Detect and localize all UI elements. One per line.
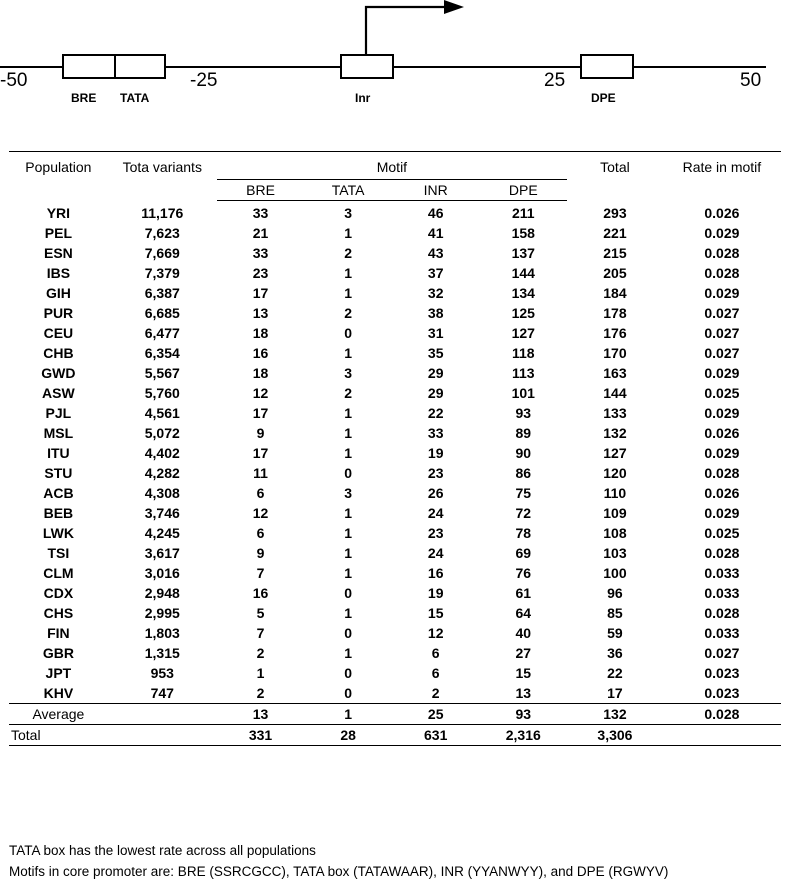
value-cell: 26 <box>427 485 444 501</box>
population-cell: TSI <box>47 545 70 561</box>
table-row <box>9 383 781 403</box>
population-cell: ESN <box>43 245 73 261</box>
population-cell: JPT <box>45 665 72 681</box>
value-cell: 89 <box>515 425 532 441</box>
population-cell: FIN <box>47 625 70 641</box>
value-cell: 4,308 <box>144 485 180 501</box>
value-cell: 41 <box>427 225 444 241</box>
value-cell: 0 <box>344 665 353 681</box>
value-cell: 0.028 <box>704 245 740 261</box>
value-cell: 5 <box>256 605 265 621</box>
value-cell: 6,354 <box>144 345 180 361</box>
header-total: Total <box>567 152 663 201</box>
value-cell: 0.033 <box>704 565 740 581</box>
value-cell: 0 <box>344 625 353 641</box>
axis-label-50: 50 <box>740 70 762 91</box>
total-cell: 2,316 <box>479 725 567 746</box>
tata-box <box>115 55 165 78</box>
value-cell: 1 <box>344 445 353 461</box>
average-cell: 25 <box>392 704 480 725</box>
inr-label: Inr <box>355 91 371 105</box>
table-summary <box>9 704 781 746</box>
population-cell: CHS <box>43 605 74 621</box>
value-cell: 125 <box>511 305 535 321</box>
value-cell: 0 <box>344 465 353 481</box>
value-cell: 16 <box>427 565 444 581</box>
value-cell: 24 <box>427 545 444 561</box>
value-cell: 85 <box>607 605 623 621</box>
value-cell: 2 <box>344 305 353 321</box>
value-cell: 43 <box>427 245 444 261</box>
value-cell: 61 <box>515 585 532 601</box>
value-cell: 133 <box>603 405 627 421</box>
value-cell: 0.027 <box>704 645 740 661</box>
total-cell <box>108 725 217 746</box>
value-cell: 178 <box>603 305 627 321</box>
value-cell: 0 <box>344 325 353 341</box>
population-cell: ACB <box>43 485 74 501</box>
value-cell: 31 <box>427 325 444 341</box>
population-cell: STU <box>44 465 73 481</box>
table-row <box>9 603 781 623</box>
value-cell: 18 <box>252 325 269 341</box>
value-cell: 0.027 <box>704 345 740 361</box>
value-cell: 0.023 <box>704 685 740 701</box>
value-cell: 0.029 <box>704 365 740 381</box>
value-cell: 3 <box>344 485 353 501</box>
value-cell: 1 <box>344 605 353 621</box>
value-cell: 0.029 <box>704 405 740 421</box>
average-row <box>9 704 781 725</box>
table-row <box>9 563 781 583</box>
header-population: Population <box>9 152 108 201</box>
table-row <box>9 263 781 283</box>
table-row <box>9 323 781 343</box>
axis-label-25: 25 <box>544 70 566 91</box>
value-cell: 11,176 <box>141 204 184 221</box>
value-cell: 4,402 <box>144 445 180 461</box>
value-cell: 5,760 <box>144 385 180 401</box>
value-cell: 0.029 <box>704 445 740 461</box>
total-row <box>9 725 781 746</box>
value-cell: 144 <box>511 265 535 281</box>
value-cell: 184 <box>603 285 627 301</box>
value-cell: 33 <box>427 425 444 441</box>
population-cell: YRI <box>46 204 71 221</box>
value-cell: 1 <box>344 565 353 581</box>
table-row <box>9 283 781 303</box>
table-row <box>9 201 781 224</box>
value-cell: 1 <box>344 405 353 421</box>
value-cell: 3 <box>344 365 353 381</box>
table-row <box>9 583 781 603</box>
value-cell: 86 <box>515 465 532 481</box>
population-cell: KHV <box>43 685 74 701</box>
note-motif-definitions: Motifs in core promoter are: BRE (SSRCGCC), TATA box (TATAWAAR), INR (YYANWYY), and DPE (RGWYV) <box>9 864 669 879</box>
value-cell: 72 <box>515 505 532 521</box>
value-cell: 0.029 <box>704 225 740 241</box>
value-cell: 7,623 <box>144 225 180 241</box>
value-cell: 211 <box>511 205 535 221</box>
value-cell: 132 <box>603 425 627 441</box>
value-cell: 4,561 <box>144 405 180 421</box>
population-cell: IBS <box>46 265 71 281</box>
average-label: Average <box>9 704 108 725</box>
value-cell: 6 <box>431 645 440 661</box>
average-cell: 1 <box>304 704 392 725</box>
value-cell: 69 <box>515 545 532 561</box>
value-cell: 127 <box>603 445 627 461</box>
header-motif-dpe: DPE <box>479 180 567 201</box>
value-cell: 109 <box>603 505 627 521</box>
value-cell: 0 <box>344 585 353 601</box>
value-cell: 176 <box>603 325 627 341</box>
population-cell: PJL <box>45 405 72 421</box>
table-row <box>9 243 781 263</box>
value-cell: 22 <box>427 405 444 421</box>
table-row <box>9 483 781 503</box>
value-cell: 1,803 <box>144 625 180 641</box>
population-cell: LWK <box>42 525 74 541</box>
value-cell: 158 <box>511 225 535 241</box>
table-row <box>9 403 781 423</box>
tata-label: TATA <box>120 91 150 105</box>
value-cell: 7,379 <box>144 265 180 281</box>
population-cell: ASW <box>42 385 75 401</box>
value-cell: 1 <box>344 545 353 561</box>
value-cell: 13 <box>252 305 269 321</box>
value-cell: 134 <box>511 285 535 301</box>
value-cell: 2 <box>256 685 265 701</box>
total-label: Total <box>9 725 108 746</box>
value-cell: 46 <box>427 205 444 221</box>
average-cell: 0.028 <box>663 704 781 725</box>
value-cell: 16 <box>252 585 269 601</box>
value-cell: 7,669 <box>144 245 180 261</box>
value-cell: 27 <box>515 645 532 661</box>
value-cell: 100 <box>603 565 627 581</box>
average-cell <box>108 704 217 725</box>
header-rate-in-motif: Rate in motif <box>663 152 781 201</box>
population-cell: MSL <box>43 425 74 441</box>
table-row <box>9 523 781 543</box>
value-cell: 170 <box>603 345 627 361</box>
value-cell: 110 <box>603 485 627 501</box>
population-cell: PEL <box>44 225 72 241</box>
value-cell: 118 <box>511 345 535 361</box>
value-cell: 7 <box>256 625 265 641</box>
header-motif-bre: BRE <box>217 180 305 201</box>
value-cell: 35 <box>427 345 444 361</box>
value-cell: 36 <box>607 645 623 661</box>
value-cell: 0.029 <box>704 285 740 301</box>
axis-label-minus50: -50 <box>0 70 28 91</box>
table-row <box>9 683 781 704</box>
table-row <box>9 543 781 563</box>
value-cell: 0.028 <box>704 465 740 481</box>
value-cell: 78 <box>515 525 532 541</box>
value-cell: 1 <box>256 665 265 681</box>
value-cell: 1 <box>344 645 353 661</box>
note-tata-lowest: TATA box has the lowest rate across all populations <box>9 843 316 858</box>
value-cell: 5,567 <box>144 365 180 381</box>
value-cell: 22 <box>607 665 623 681</box>
value-cell: 0.033 <box>704 625 740 641</box>
dpe-label: DPE <box>591 91 616 105</box>
tss-arrow-head <box>444 0 464 14</box>
value-cell: 2,948 <box>144 585 180 601</box>
value-cell: 23 <box>252 265 269 281</box>
total-cell: 631 <box>392 725 480 746</box>
average-cell: 93 <box>479 704 567 725</box>
value-cell: 0 <box>344 685 353 701</box>
value-cell: 17 <box>252 405 269 421</box>
bre-label: BRE <box>71 91 97 105</box>
value-cell: 0.028 <box>704 545 740 561</box>
value-cell: 163 <box>603 365 627 381</box>
axis-label-minus25: -25 <box>190 70 218 91</box>
table-row <box>9 443 781 463</box>
value-cell: 37 <box>427 265 444 281</box>
value-cell: 23 <box>427 525 444 541</box>
value-cell: 0.028 <box>704 605 740 621</box>
value-cell: 3,016 <box>144 565 180 581</box>
table-row <box>9 303 781 323</box>
table-row <box>9 663 781 683</box>
value-cell: 0.033 <box>704 585 740 601</box>
value-cell: 6,685 <box>144 305 180 321</box>
value-cell: 2,995 <box>144 605 180 621</box>
value-cell: 12 <box>427 625 444 641</box>
value-cell: 15 <box>515 665 532 681</box>
value-cell: 4,245 <box>144 525 180 541</box>
value-cell: 2 <box>256 645 265 661</box>
value-cell: 1,315 <box>144 645 180 661</box>
header-motif: Motif <box>217 152 567 180</box>
population-cell: CDX <box>43 585 74 601</box>
value-cell: 9 <box>256 545 265 561</box>
total-cell: 28 <box>304 725 392 746</box>
value-cell: 0.026 <box>704 425 740 441</box>
value-cell: 2 <box>344 385 353 401</box>
header-tota-variants: Tota variants <box>108 152 217 201</box>
value-cell: 24 <box>427 505 444 521</box>
value-cell: 19 <box>427 445 444 461</box>
value-cell: 17 <box>607 685 623 701</box>
value-cell: 0.027 <box>704 305 740 321</box>
value-cell: 0.027 <box>704 325 740 341</box>
total-cell: 3,306 <box>567 725 663 746</box>
value-cell: 205 <box>603 265 627 281</box>
value-cell: 1 <box>344 525 353 541</box>
value-cell: 29 <box>427 385 444 401</box>
table-row <box>9 423 781 443</box>
value-cell: 6 <box>256 525 265 541</box>
table-row <box>9 463 781 483</box>
value-cell: 0.026 <box>704 204 740 221</box>
average-cell: 132 <box>567 704 663 725</box>
value-cell: 29 <box>427 365 444 381</box>
value-cell: 1 <box>344 285 353 301</box>
value-cell: 6 <box>431 665 440 681</box>
population-cell: CLM <box>43 565 74 581</box>
value-cell: 1 <box>344 225 353 241</box>
value-cell: 23 <box>427 465 444 481</box>
value-cell: 0.029 <box>704 505 740 521</box>
value-cell: 3,746 <box>144 505 180 521</box>
value-cell: 17 <box>252 285 269 301</box>
value-cell: 12 <box>252 385 269 401</box>
population-cell: BEB <box>43 505 74 521</box>
value-cell: 19 <box>427 585 444 601</box>
tss-arrow-line <box>366 7 448 55</box>
table-row <box>9 623 781 643</box>
value-cell: 103 <box>603 545 627 561</box>
header-motif-inr: INR <box>392 180 480 201</box>
table-row <box>9 643 781 663</box>
value-cell: 33 <box>252 245 269 261</box>
header-motif-tata: TATA <box>304 180 392 201</box>
value-cell: 9 <box>256 425 265 441</box>
value-cell: 18 <box>252 365 269 381</box>
population-cell: ITU <box>47 445 70 461</box>
value-cell: 0.023 <box>704 665 740 681</box>
population-cell: GBR <box>42 645 74 661</box>
value-cell: 32 <box>427 285 444 301</box>
value-cell: 64 <box>515 605 532 621</box>
value-cell: 12 <box>252 505 269 521</box>
value-cell: 96 <box>607 585 623 601</box>
value-cell: 6 <box>256 485 265 501</box>
value-cell: 75 <box>515 485 532 501</box>
value-cell: 7 <box>256 565 265 581</box>
value-cell: 0.025 <box>704 525 740 541</box>
dpe-box <box>581 55 633 78</box>
inr-box <box>341 55 393 78</box>
value-cell: 6,387 <box>144 285 180 301</box>
value-cell: 1 <box>344 505 353 521</box>
value-cell: 101 <box>511 385 535 401</box>
value-cell: 221 <box>603 225 627 241</box>
value-cell: 93 <box>515 405 532 421</box>
table-row <box>9 343 781 363</box>
bre-box <box>63 55 115 78</box>
value-cell: 5,072 <box>144 425 180 441</box>
value-cell: 1 <box>344 345 353 361</box>
value-cell: 1 <box>344 425 353 441</box>
table-row <box>9 223 781 243</box>
value-cell: 747 <box>150 685 174 701</box>
value-cell: 59 <box>607 625 623 641</box>
value-cell: 13 <box>515 685 532 701</box>
value-cell: 3,617 <box>144 545 180 561</box>
promoter-diagram <box>0 0 786 140</box>
value-cell: 0.028 <box>704 265 740 281</box>
value-cell: 11 <box>253 465 268 481</box>
value-cell: 15 <box>427 605 444 621</box>
value-cell: 21 <box>252 225 269 241</box>
table-notes <box>9 840 668 882</box>
population-cell: PUR <box>43 305 74 321</box>
value-cell: 215 <box>603 245 627 261</box>
value-cell: 40 <box>515 625 532 641</box>
value-cell: 144 <box>603 385 627 401</box>
value-cell: 4,282 <box>144 465 180 481</box>
value-cell: 16 <box>252 345 269 361</box>
value-cell: 38 <box>427 305 444 321</box>
table-row <box>9 363 781 383</box>
value-cell: 17 <box>252 445 269 461</box>
value-cell: 0.025 <box>704 385 740 401</box>
population-cell: CHB <box>43 345 74 361</box>
value-cell: 137 <box>511 245 535 261</box>
value-cell: 76 <box>515 565 532 581</box>
population-cell: GIH <box>45 285 71 301</box>
value-cell: 127 <box>511 325 535 341</box>
value-cell: 120 <box>603 465 627 481</box>
value-cell: 0.026 <box>704 485 740 501</box>
value-cell: 293 <box>603 204 627 221</box>
average-cell: 13 <box>217 704 305 725</box>
value-cell: 2 <box>431 685 440 701</box>
value-cell: 6,477 <box>144 325 180 341</box>
motif-variants-table <box>9 151 781 746</box>
table-body <box>9 201 781 704</box>
value-cell: 3 <box>344 205 353 221</box>
value-cell: 1 <box>344 265 353 281</box>
value-cell: 953 <box>150 665 174 681</box>
table-row <box>9 503 781 523</box>
total-cell: 331 <box>217 725 305 746</box>
value-cell: 2 <box>344 245 353 261</box>
value-cell: 33 <box>252 205 269 221</box>
population-cell: GWD <box>41 365 76 381</box>
population-cell: CEU <box>43 325 74 341</box>
total-cell <box>663 725 781 746</box>
value-cell: 90 <box>515 445 532 461</box>
value-cell: 108 <box>603 525 627 541</box>
value-cell: 113 <box>511 365 535 381</box>
